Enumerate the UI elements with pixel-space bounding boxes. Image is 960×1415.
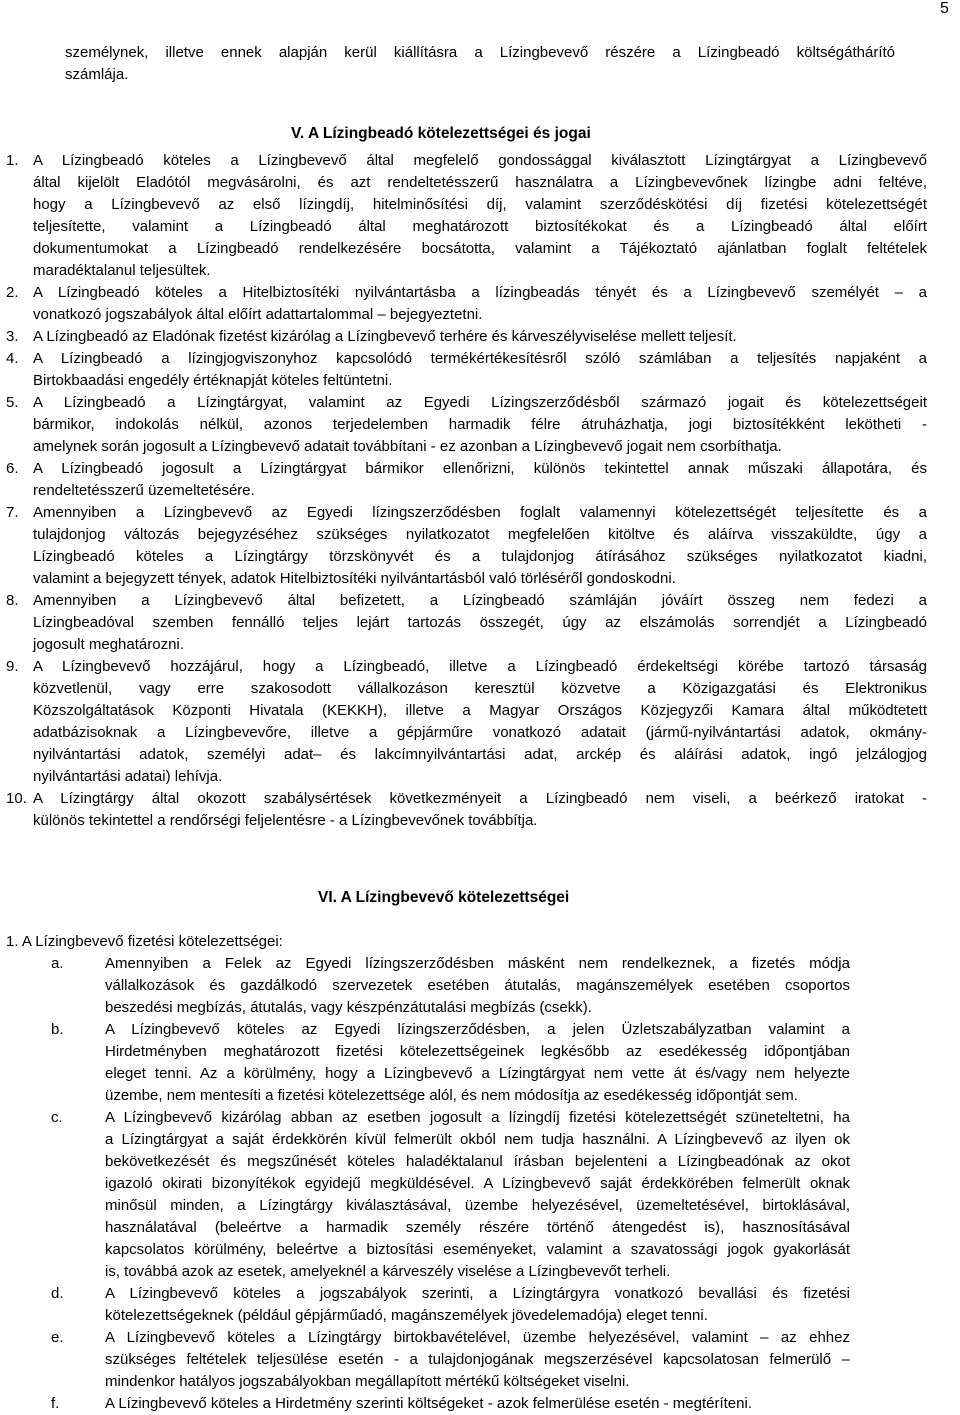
text-line: f. bbox=[51, 1395, 60, 1412]
text-line: A Lízingbevevő kizárólag abban az esetben jogosult a lízingdíj fizetési kötelezettségét szüneteltetni, ha bbox=[105, 1109, 850, 1126]
text-line: A Lízingbeadó köteles a Lízingbevevő által megfelelő gondossággal kiválasztott Lízingtárgyat a Lízingbevevő bbox=[33, 152, 927, 169]
text-line: kötelezettségeknek (például gépjárműadó, magánszemélyek jövedelemadója) eleget tenni. bbox=[105, 1307, 708, 1324]
text-line: 2. bbox=[6, 284, 19, 301]
text-line: A Lízingbeadó jogosult a Lízingtárgyat bármikor ellenőrizni, különös tekintettel annak műszaki állapotára, és bbox=[33, 460, 927, 477]
section-heading: VI. A Lízingbevevő kötelezettségei bbox=[318, 889, 570, 906]
text-line: amelynek során jogosult a Lízingbevevő adatait továbbítani - ez azonban a Lízingbevevő jogait nem csorbíthatja. bbox=[33, 438, 782, 455]
text-line: jogosult meghatározni. bbox=[33, 636, 184, 653]
text-line: e. bbox=[51, 1329, 64, 1346]
text-line: 6. bbox=[6, 460, 19, 477]
text-line: eleget tenni. Az a körülmény, hogy a Lízingbevevő a Lízingtárgyat nem vette át és/vagy nem helyezte bbox=[105, 1065, 850, 1082]
text-line: Amennyiben a Lízingbevevő az Egyedi lízingszerződésben foglalt valamennyi kötelezettségét teljesítette és a bbox=[33, 504, 927, 521]
text-line: A Lízingbeadó a Lízingtárgyat, valamint az Egyedi Lízingszerződésből származó jogait és kötelezettségeit bbox=[33, 394, 927, 411]
text-line: Amennyiben a Felek az Egyedi lízingszerződésben másként nem rendelkeznek, a fizetés módja bbox=[105, 955, 850, 972]
text-line: A Lízingbeadó köteles a Hitelbiztosítéki nyilvántartásba a lízingbeadás tényét és a Lízingbevevő személyét – a bbox=[33, 284, 927, 301]
text-line: igazoló okirati bizonyítékok egyidejű megküldésével. A Lízingbevevő saját érdekkörében felmerült oknak bbox=[105, 1175, 850, 1192]
text-line: különös tekintettel a rendőrségi feljelentésre - a Lízingbevevőnek továbbítja. bbox=[33, 812, 538, 829]
page-number: 5 bbox=[940, 0, 949, 17]
text-line: által kijelölt Eladótól megvásárolni, és azt rendeltetésszerű használatra a Lízingbevevőnek lízingbe adni feltéve, bbox=[33, 174, 927, 191]
text-line: minősül minden, a Lízingtárgy kiválasztásával, üzembe helyezésével, üzemeltetésével, birtoklásával, bbox=[105, 1197, 850, 1214]
text-line: 7. bbox=[6, 504, 19, 521]
text-line: valamint a bejegyzett tények, adatok Hitelbiztosítéki nyilvántartásból való törléséről gondoskodni. bbox=[33, 570, 676, 587]
text-line: 1. bbox=[6, 152, 19, 169]
text-line: 4. bbox=[6, 350, 19, 367]
text-line: maradéktalanul teljesültek. bbox=[33, 262, 211, 279]
text-line: Lízingbeadó köteles a Lízingtárgy törzskönyvét és a tulajdonjog átírásához szükséges nyilatkozatot kiadni, bbox=[33, 548, 927, 565]
text-line: vállalkozások és gazdálkodó szervezetek esetében átutalás, magánszemélyek esetében csoportos bbox=[105, 977, 850, 994]
text-line: közvetlenül, vagy erre szakosodott vállalkozáson keresztül közvetve a Közigazgatási és Elektronikus bbox=[33, 680, 927, 697]
text-line: bármikor, indokolás nélkül, azonos terjedelemben harmadik félre átruházhatja, jogi biztosítékként lekötheti - bbox=[33, 416, 927, 433]
text-line: is, továbbá azok az esetek, amelyeknél a kárveszély viselése a Lízingbevevőt terheli. bbox=[105, 1263, 671, 1280]
text-line: d. bbox=[51, 1285, 64, 1302]
text-line: 9. bbox=[6, 658, 19, 675]
text-line: A Lízingbevevő köteles a Lízingtárgy birtokbavételével, üzembe helyezésével, valamint – az ehhez bbox=[105, 1329, 850, 1346]
text-line: Lízingbeadóval szemben fennálló teljes lejárt tartozás összegét, úgy az elszámolás sorrendjét a Lízingbeadó bbox=[33, 614, 927, 631]
text-line: A Lízingbevevő köteles az Egyedi lízingszerződésben, a jelen Üzletszabályzatban valamint a bbox=[105, 1021, 850, 1038]
text-line: nyilvántartási adatok, személyi adat– és lakcímnyilvántartási adat, arckép és aláírási adatok, ingó jelzálogjog bbox=[33, 746, 927, 763]
text-line: tulajdonjog változás bejegyzéséhez szükséges nyilatkozatot megfelelően kitöltve és aláírva visszaküldte, úgy a bbox=[33, 526, 927, 543]
text-line: A Lízingbeadó az Eladónak fizetést kizárólag a Lízingbevevő terhére és kárveszélyviselése mellett teljesít. bbox=[33, 328, 737, 345]
text-line: teljesítette, valamint a Lízingbeadó által meghatározott biztosítékokat és a Lízingbeadó által előírt bbox=[33, 218, 927, 235]
text-line: rendeltetésszerű üzemeltetésére. bbox=[33, 482, 255, 499]
text-line: számlája. bbox=[65, 66, 129, 83]
text-line: hogy a Lízingbevevő az első lízingdíj, hitelminősítési díj, valamint szerződéskötési díj fizetési kötelezettségét bbox=[33, 196, 927, 213]
text-line: 10. bbox=[6, 790, 27, 807]
text-line: kapcsolatos körülmény, beleértve a biztosítási eseményeket, valamint a szavatossági jogok gyakorlását bbox=[105, 1241, 850, 1258]
text-line: a. bbox=[51, 955, 64, 972]
text-line: Amennyiben a Lízingbevevő által befizetett, a Lízingbeadó számláján jóváírt összeg nem fedezi a bbox=[33, 592, 927, 609]
text-line: Közszolgáltatások Központi Hivatala (KEKKH), illetve a Magyar Országos Közjegyzői Kamara által működtetett bbox=[33, 702, 927, 719]
text-line: személynek, illetve ennek alapján kerül kiállításra a Lízingbevevő részére a Lízingbeadó költségáthárító bbox=[65, 44, 895, 61]
text-line: 8. bbox=[6, 592, 19, 609]
text-line: A Lízingbeadó a lízingjogviszonyhoz kapcsolódó termékértékesítésről szóló számlában a teljesítés napjaként a bbox=[33, 350, 927, 367]
text-line: 5. bbox=[6, 394, 19, 411]
text-line: dokumentumokat a Lízingbeadó rendelkezésére bocsátotta, valamint a Tájékoztató ajánlatban foglalt feltételek bbox=[33, 240, 927, 257]
text-line: c. bbox=[51, 1109, 63, 1126]
text-line: nyilvántartási adatai) lehívja. bbox=[33, 768, 223, 785]
text-line: a Lízingtárgyat a saját érdekkörén kívül felmerült okból nem tudja használni. A Lízingbevevő az ilyen ok bbox=[105, 1131, 850, 1148]
text-line: A Lízingbevevő hozzájárul, hogy a Lízingbeadó, illetve a Lízingbeadó érdekeltségi körébe tartozó társaság bbox=[33, 658, 927, 675]
section-heading: V. A Lízingbeadó kötelezettségei és jogai bbox=[291, 125, 591, 142]
text-line: 3. bbox=[6, 328, 19, 345]
text-line: bekövetkezését és megszűnését köteles haladéktalanul írásban bejelenteni a Lízingbeadónak az okot bbox=[105, 1153, 850, 1170]
text-line: üzembe, nem mentesíti a fizetési kötelezettsége alól, és nem módosítja az esedékesség időpontját sem. bbox=[105, 1087, 798, 1104]
text-line: A Lízingbevevő köteles a jogszabályok szerinti, a Lízingtárgyra vonatkozó bevallási és fizetési bbox=[105, 1285, 850, 1302]
text-line: használatával (beleértve a harmadik személy részére történő átengedést is), hasznosításával bbox=[105, 1219, 850, 1236]
text-line: szükséges feltételek teljesülése esetén - a tulajdonjogának megszerzésével kapcsolatosan felmerülő – bbox=[105, 1351, 850, 1368]
text-line: vonatkozó jogszabályok által előírt adattartalommal – bejegyeztetni. bbox=[33, 306, 483, 323]
text-line: 1. A Lízingbevevő fizetési kötelezettségei: bbox=[6, 933, 283, 950]
text-line: adatbázisoknak a Lízingbevevőre, illetve a gépjárműre vonatkozó adatait (jármű-nyilvántartási adatok, okmány- bbox=[33, 724, 927, 741]
text-line: A Lízingtárgy által okozott szabálysértések következményeit a Lízingbeadó nem viseli, a beérkező iratokat - bbox=[33, 790, 927, 807]
text-line: Birtokbaadási engedély értéknapját köteles feltüntetni. bbox=[33, 372, 393, 389]
text-line: b. bbox=[51, 1021, 64, 1038]
text-line: beszedési megbízás, átutalás, vagy készpénzátutalási megbízás (csekk). bbox=[105, 999, 592, 1016]
text-line: mindenkor hatályos jogszabályokban megállapított mértékű költségeket viselni. bbox=[105, 1373, 630, 1390]
text-line: Hirdetményben meghatározott fizetési kötelezettségeinek legkésőbb az esedékesség időpontjában bbox=[105, 1043, 850, 1060]
text-line: A Lízingbevevő köteles a Hirdetmény szerinti költségeket - azok felmerülése esetén - megtéríteni. bbox=[105, 1395, 752, 1412]
